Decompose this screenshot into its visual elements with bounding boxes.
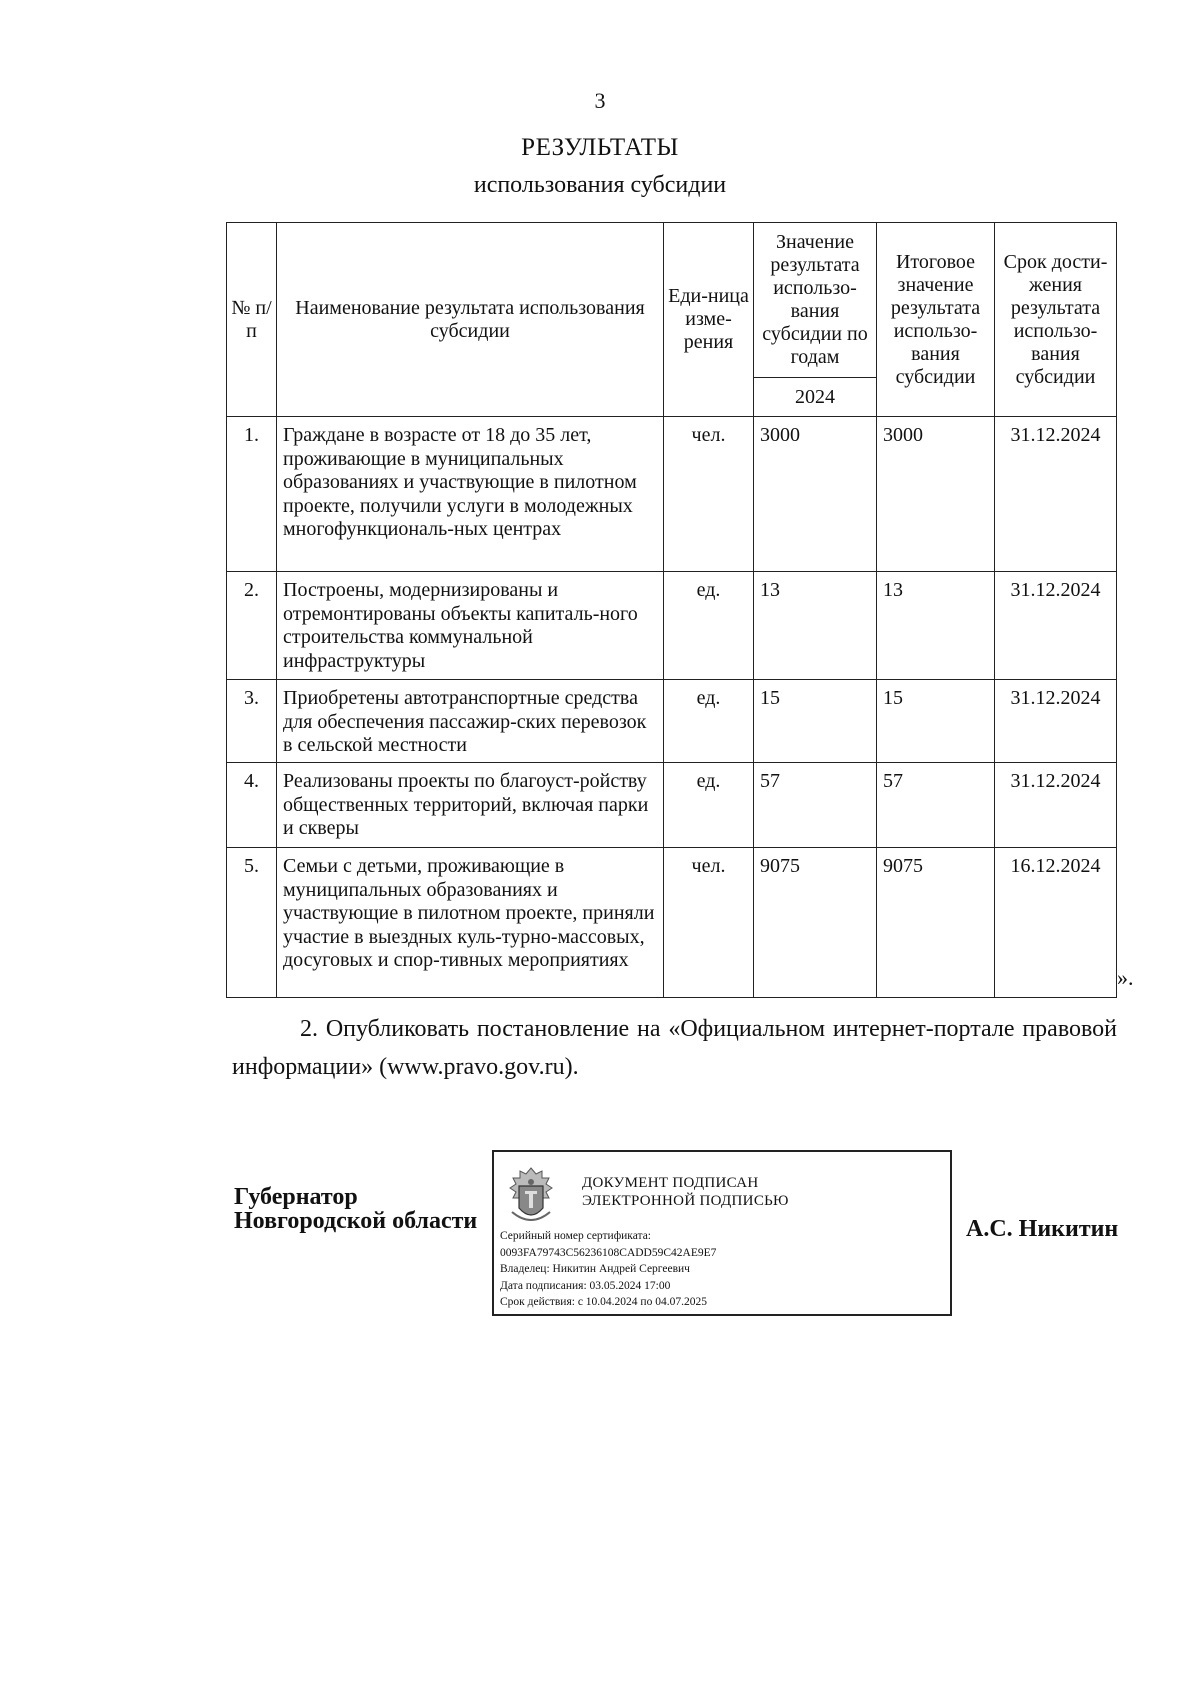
cell-unit: ед. (664, 763, 754, 848)
stamp-validity: Срок действия: с 10.04.2024 по 04.07.2025 (500, 1296, 707, 1309)
header-unit: Еди-ница изме-рения (664, 223, 754, 417)
document-subtitle: использования субсидии (473, 172, 727, 198)
cell-unit: чел. (664, 417, 754, 572)
cell-value: 3000 (754, 417, 877, 572)
signatory-title-line2: Новгородской области (234, 1208, 478, 1234)
document-title: РЕЗУЛЬТАТЫ (521, 134, 679, 161)
cell-deadline: 16.12.2024 (995, 848, 1117, 998)
table-row (227, 680, 1117, 763)
cell-deadline: 31.12.2024 (995, 680, 1117, 763)
stamp-header-line2: ЭЛЕКТРОННОЙ ПОДПИСЬЮ (582, 1193, 789, 1209)
cell-name: Граждане в возрасте от 18 до 35 лет, проживающие в муниципальных образованиях и участвующие в пилотном проекте, получили услуги в молодежных многофункциональ-ных центрах (277, 417, 664, 572)
cell-name: Построены, модернизированы и отремонтированы объекты капиталь-ного строительства коммунальной инфраструктуры (277, 572, 664, 680)
cell-num: 4. (227, 763, 277, 848)
cell-value: 9075 (754, 848, 877, 998)
table-header-row (227, 223, 1117, 378)
cell-total: 57 (877, 763, 995, 848)
publication-paragraph: 2. Опубликовать постановление на «Официальном интернет-портале правовой информации» (www.pravo.gov.ru). (232, 1016, 1117, 1080)
results-table (226, 222, 1117, 998)
table-row (227, 417, 1117, 572)
cell-unit: чел. (664, 848, 754, 998)
table-row (227, 848, 1117, 998)
electronic-signature-stamp (492, 1150, 952, 1316)
cell-total: 9075 (877, 848, 995, 998)
stamp-serial: 0093FA79743C56236108CADD59C42AE9E7 (500, 1246, 717, 1259)
stamp-details (500, 1228, 716, 1311)
page-number: 3 (594, 88, 606, 113)
cell-name: Реализованы проекты по благоуст-ройству общественных территорий, включая парки и скверы (277, 763, 664, 848)
cell-deadline: 31.12.2024 (995, 763, 1117, 848)
cell-deadline: 31.12.2024 (995, 572, 1117, 680)
signatory-title-line1: Губернатор (234, 1184, 358, 1210)
stamp-header-line1: ДОКУМЕНТ ПОДПИСАН (582, 1175, 759, 1191)
cell-unit: ед. (664, 680, 754, 763)
cell-value: 13 (754, 572, 877, 680)
cell-unit: ед. (664, 572, 754, 680)
stamp-owner: Владелец: Никитин Андрей Сергеевич (500, 1263, 690, 1276)
stamp-serial-label: Серийный номер сертификата: (500, 1230, 651, 1242)
cell-name: Приобретены автотранспортные средства для обеспечения пассажир-ских перевозок в сельской местности (277, 680, 664, 763)
cell-num: 1. (227, 417, 277, 572)
cell-deadline: 31.12.2024 (995, 417, 1117, 572)
cell-name: Семьи с детьми, проживающие в муниципальных образованиях и участвующие в пилотном проекте, приняли участие в выездных куль-турно-массовых, досуговых и спор-тивных мероприятиях (277, 848, 664, 998)
header-name: Наименование результата использования субсидии (277, 223, 664, 417)
header-total: Итоговое значение результата использо-вания субсидии (877, 223, 995, 417)
cell-total: 13 (877, 572, 995, 680)
cell-value: 15 (754, 680, 877, 763)
cell-total: 15 (877, 680, 995, 763)
stamp-signed-date: Дата подписания: 03.05.2024 17:00 (500, 1279, 671, 1292)
cell-total: 3000 (877, 417, 995, 572)
coat-of-arms-icon (502, 1164, 560, 1228)
closing-quote: ». (1117, 965, 1134, 990)
header-year: 2024 (754, 378, 877, 417)
signatory-title (234, 1185, 477, 1233)
cell-value: 57 (754, 763, 877, 848)
header-deadline: Срок дости-жения результата использо-вания субсидии (995, 223, 1117, 417)
header-value: Значение результата использо-вания субсидии по годам (754, 223, 877, 378)
cell-num: 3. (227, 680, 277, 763)
cell-num: 2. (227, 572, 277, 680)
signatory-name: А.С. Никитин (966, 1216, 1119, 1242)
header-num: № п/п (227, 223, 277, 417)
table-row (227, 572, 1117, 680)
cell-num: 5. (227, 848, 277, 998)
table-row (227, 763, 1117, 848)
stamp-header (582, 1174, 789, 1210)
